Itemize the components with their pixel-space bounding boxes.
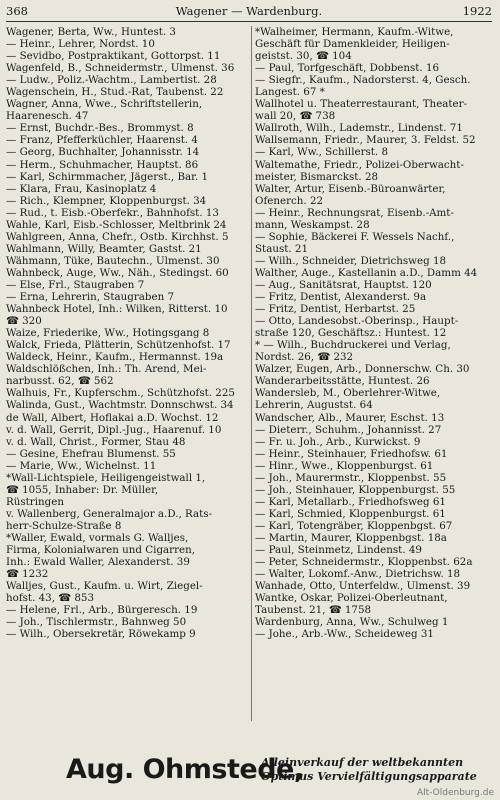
directory-entry: Wallsemann, Friedr., Maurer, 3. Feldst. 52 (255, 134, 476, 147)
directory-entry: — Joh., Steinhauer, Kloppenburgst. 55 (255, 483, 456, 496)
directory-entry: geistst. 30, ☎ 104 (255, 50, 352, 63)
column-divider (251, 26, 252, 721)
directory-entry: — Ludw., Poliz.-Wachtm., Lambertist. 28 (6, 74, 217, 87)
directory-entry: de Wall, Albert, Hoflakai a.D. Wochst. 12 (6, 411, 219, 424)
directory-entry: Walther, Auge., Kastellanin a.D., Damm 44 (255, 266, 478, 279)
directory-entry: — Paul, Steinmetz, Lindenst. 49 (255, 544, 422, 557)
directory-entry: — Georg, Buchhalter, Johannisstr. 14 (6, 146, 200, 159)
directory-entry: mann, Weskampst. 28 (255, 218, 370, 231)
directory-entry: Waize, Friederike, Ww., Hotingsgang 8 (6, 327, 210, 340)
year: 1922 (462, 4, 492, 18)
directory-entry: *Waller, Ewald, vormals G. Walljes, (6, 531, 189, 544)
directory-entry: Wallroth, Wilh., Lademstr., Lindenst. 71 (255, 122, 463, 135)
directory-entry: Wagenfeld, B., Schneidermstr., Ulmenst. 36 (6, 62, 235, 75)
directory-entry: Walinda, Gust., Wachtmstr. Donnschwst. 34 (6, 399, 234, 412)
directory-entry: — Marie, Ww., Wichelnst. 11 (6, 459, 157, 472)
directory-entry: narbusst. 62, ☎ 562 (6, 375, 114, 388)
advertisement (6, 752, 492, 792)
directory-entry: meister, Bismarckst. 28 (255, 170, 379, 183)
directory-entry: — Fr. u. Joh., Arb., Kurwickst. 9 (255, 435, 421, 448)
directory-entry: — Siegfr., Kaufm., Nadorsterst. 4, Gesch. (255, 74, 471, 87)
directory-entry: hofst. 43, ☎ 853 (6, 592, 95, 605)
directory-entry: — Fritz, Dentist, Herbartst. 25 (255, 303, 416, 316)
directory-entry: Wanhade, Otto, Unterfeldw., Ulmenst. 39 (255, 580, 471, 593)
directory-entry: Wanderarbeitsstätte, Huntest. 26 (255, 375, 430, 388)
directory-entry: Wahnbeck Hotel, Inh.: Wilken, Ritterst. 10 (6, 303, 228, 316)
directory-entry: — Herm., Schuhmacher, Hauptst. 86 (6, 158, 199, 171)
directory-entry: Wandersleb, M., Oberlehrer-Witwe, (255, 387, 441, 400)
directory-entry: straße 120, Geschäftsz.: Huntest. 12 (255, 327, 447, 340)
directory-entry: — Wilh., Obersekretär, Röwekamp 9 (6, 628, 196, 641)
directory-entry: — Rud., t. Eisb.-Oberfekr., Bahnhofst. 13 (6, 206, 219, 219)
directory-entry: — Fritz, Dentist, Alexanderst. 9a (255, 291, 427, 304)
directory-entry: Walter, Artur, Eisenb.-Büroanwärter, (255, 182, 446, 195)
directory-entry: Walljes, Gust., Kaufm. u. Wirt, Ziegel- (6, 580, 203, 593)
directory-entry: Lehrerin, Augustst. 64 (255, 399, 373, 412)
directory-entry: Wagenschein, H., Stud.-Rat, Taubenst. 22 (6, 86, 224, 99)
directory-entry: Inh.: Ewald Waller, Alexanderst. 39 (6, 556, 190, 569)
directory-entry: — Ernst, Buchdr.-Bes., Brommyst. 8 (6, 122, 194, 135)
directory-entry: — Sophie, Bäckerei F. Wessels Nachf., (255, 230, 455, 243)
directory-entry: — Else, Frl., Staugraben 7 (6, 278, 145, 291)
directory-entry: v. Wallenberg, Generalmajor a.D., Rats- (6, 507, 213, 520)
directory-entry: — Paul, Torfgeschäft, Dobbenst. 16 (255, 62, 440, 75)
directory-entry: Wahlgreen, Anna, Chefr., Ostb. Kirchhst. 5 (6, 230, 229, 243)
directory-entry: Walhuis, Fr., Kupferschm., Schützhofst. 225 (6, 387, 235, 400)
directory-entry: — Heinr., Lehrer, Nordst. 10 (6, 38, 155, 51)
ad-brand: Aug. Ohmstede, (66, 754, 304, 785)
directory-entry: Wähmann, Tüke, Bautechn., Ulmenst. 30 (6, 254, 220, 267)
directory-entry: herr-Schulze-Straße 8 (6, 519, 122, 532)
directory-entry: — Heinr., Rechnungsrat, Eisenb.-Amt- (255, 206, 454, 219)
directory-entry: Waldschlößchen, Inh.: Th. Arend, Mei- (6, 363, 207, 376)
directory-entry: Wallhotel u. Theaterrestaurant, Theater- (255, 98, 468, 111)
directory-entry: Waldeck, Heinr., Kaufm., Hermannst. 19a (6, 351, 224, 364)
directory-entry: v. d. Wall, Christ., Former, Stau 48 (6, 435, 186, 448)
right-column (255, 26, 491, 640)
directory-entry: — Klara, Frau, Kasinoplatz 4 (6, 182, 157, 195)
directory-entry: Langest. 67 * (255, 86, 325, 99)
directory-entry: Haarenesch. 47 (6, 110, 89, 123)
directory-entry: Ofenerch. 22 (255, 194, 324, 207)
directory-entry: Wahle, Karl, Eisb.-Schlosser, Meltbrink 24 (6, 218, 227, 231)
directory-entry: — Peter, Schneidermstr., Kloppenbst. 62a (255, 556, 473, 569)
directory-entry: ☎ 1232 (6, 568, 49, 581)
directory-entry: *Wall-Lichtspiele, Heiligengeistwall 1, (6, 471, 206, 484)
ad-line-1: Alleinverkauf der weltbekannten (261, 756, 464, 769)
directory-entry: — Karl, Metallarb., Friedhofsweg 61 (255, 495, 446, 508)
directory-entry: Nordst. 26, ☎ 232 (255, 351, 354, 364)
directory-entry: — Dieterr., Schuhm., Johannisst. 27 (255, 423, 442, 436)
directory-entry: — Erna, Lehrerin, Staugraben 7 (6, 291, 175, 304)
directory-entry: — Hinr., Wwe., Kloppenburgst. 61 (255, 459, 434, 472)
directory-entry: — Heinr., Steinhauer, Friedhofsw. 61 (255, 447, 448, 460)
directory-entry: Wardenburg, Anna, Ww., Schulweg 1 (255, 616, 449, 629)
directory-entry: — Gesine, Ehefrau Blumenst. 55 (6, 447, 176, 460)
directory-entry: Walck, Frieda, Plätterin, Schützenhofst. 17 (6, 339, 231, 352)
directory-entry: — Otto, Landesobst.-Oberinsp., Haupt- (255, 315, 459, 328)
directory-entry: ☎ 1055, Inhaber: Dr. Müller, (6, 483, 159, 496)
directory-entry: — Martin, Maurer, Kloppenbgst. 18a (255, 531, 447, 544)
directory-entry: — Karl, Totengräber, Kloppenbgst. 67 (255, 519, 453, 532)
directory-entry: *Walheimer, Hermann, Kaufm.-Witwe, (255, 26, 454, 38)
left-column (6, 26, 249, 640)
directory-entry: — Johe., Arb.-Ww., Scheideweg 31 (255, 628, 434, 641)
directory-entry: — Aug., Sanitätsrat, Hauptst. 120 (255, 278, 432, 291)
header-rule (6, 21, 492, 22)
directory-entry: — Wilh., Schneider, Dietrichsweg 18 (255, 254, 447, 267)
directory-entry: Walzer, Eugen, Arb., Donnerschw. Ch. 30 (255, 363, 470, 376)
directory-entry: Wandscher, Alb., Maurer, Eschst. 13 (255, 411, 445, 424)
directory-entry: — Karl, Ww., Schillerst. 8 (255, 146, 389, 159)
ad-line-2: Optimus Vervielfältigungsapparate (261, 770, 477, 783)
directory-entry: — Helene, Frl., Arb., Bürgeresch. 19 (6, 604, 198, 617)
directory-entry: ☎ 320 (6, 315, 42, 328)
directory-entry: Geschäft für Damenkleider, Heiligen- (255, 38, 450, 51)
page-title: Wagener — Wardenburg. (175, 4, 323, 18)
directory-entry: — Sevidbo, Postpraktikant, Gottorpst. 11 (6, 50, 221, 63)
directory-entry: Rüstringen (6, 495, 64, 508)
directory-entry: wall 20, ☎ 738 (255, 110, 336, 123)
directory-entry: — Karl, Schmied, Kloppenburgst. 61 (255, 507, 446, 520)
directory-entry: * — Wilh., Buchdruckerei und Verlag, (255, 339, 451, 352)
directory-entry: Wagener, Berta, Ww., Huntest. 3 (6, 26, 176, 38)
directory-entry: Wagner, Anna, Wwe., Schriftstellerin, (6, 98, 203, 111)
directory-entry: Waltemathe, Friedr., Polizei-Oberwacht- (255, 158, 464, 171)
page-number: 368 (6, 4, 28, 18)
directory-entry: Wahlmann, Willy, Beamter, Gastst. 21 (6, 242, 202, 255)
page-header (6, 4, 492, 22)
directory-entry: — Walter, Lokomf.-Anw., Dietrichsw. 18 (255, 568, 461, 581)
directory-entry: Wantke, Oskar, Polizei-Oberleutnant, (255, 592, 448, 605)
directory-entry: Wahnbeck, Auge, Ww., Näh., Stedingst. 60 (6, 266, 229, 279)
directory-entry: — Joh., Tischlermstr., Bahnweg 50 (6, 616, 187, 629)
watermark: Alt-Oldenburg.de (416, 788, 494, 798)
directory-entry: Firma, Kolonialwaren und Cigarren, (6, 544, 196, 557)
directory-entry: — Franz, Pfefferküchler, Haarenst. 4 (6, 134, 198, 147)
directory-entry: Staust. 21 (255, 242, 309, 255)
directory-entry: Taubenst. 21, ☎ 1758 (255, 604, 372, 617)
directory-entry: — Rich., Klempner, Kloppenburgst. 34 (6, 194, 207, 207)
directory-entry: v. d. Wall, Gerrit, Dipl.-Jug., Haarenuf. 10 (6, 423, 222, 436)
directory-entry: — Joh., Maurermstr., Kloppenbst. 55 (255, 471, 447, 484)
directory-entry: — Karl, Schirmmacher, Jägerst., Bar. 1 (6, 170, 209, 183)
